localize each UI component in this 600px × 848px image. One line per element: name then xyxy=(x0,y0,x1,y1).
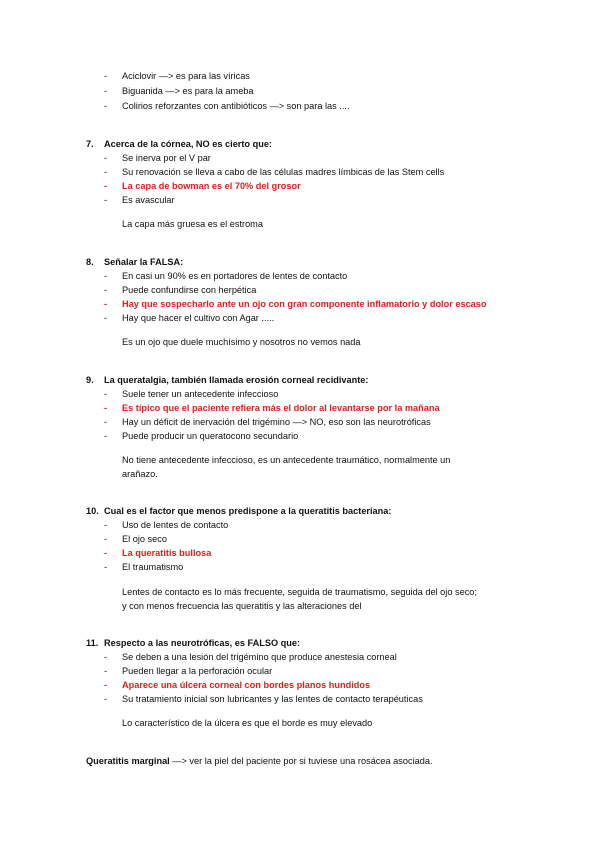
explanation-note: No tiene antecedente infeccioso, es un antecedente traumático, normalmente un xyxy=(122,455,451,465)
question-number: 8. xyxy=(86,257,94,267)
explanation-note: y con menos frecuencia las queratitis y las alteraciones del xyxy=(122,601,362,611)
bullet-dash: - xyxy=(104,71,108,81)
bullet-dash: - xyxy=(104,562,108,572)
question-title: La queratalgia, también llamada erosión corneal recidivante: xyxy=(104,375,369,385)
option-item: Hay un déficit de inervación del trigémino —> NO, eso son las neurotróficas xyxy=(122,417,431,427)
bullet-dash: - xyxy=(104,431,108,441)
correct-option: Aparece una úlcera corneal con bordes planos hundidos xyxy=(122,680,371,690)
question-number: 7. xyxy=(86,139,94,149)
question-title: Respecto a las neurotróficas, es FALSO que: xyxy=(104,638,301,648)
option-item: Suele tener un antecedente infeccioso xyxy=(122,389,279,399)
option-item: Hay que hacer el cultivo con Agar ..... xyxy=(122,313,275,323)
correct-option: La queratitis bullosa xyxy=(122,548,212,558)
explanation-note: Es un ojo que duele muchísimo y nosotros no vemos nada xyxy=(122,337,361,347)
list-item: Aciclovir —> es para las víricas xyxy=(122,71,250,81)
question-title: Cual es el factor que menos predispone a la queratitis bacteriana: xyxy=(104,506,392,516)
question-title: Acerca de la córnea, NO es cierto que: xyxy=(104,139,272,149)
option-item: Puede producir un queratocono secundario xyxy=(122,431,299,441)
question-number: 9. xyxy=(86,375,94,385)
option-item: El traumatismo xyxy=(122,562,184,572)
bullet-dash: - xyxy=(104,195,108,205)
explanation-note: arañazo. xyxy=(122,469,158,479)
bullet-dash: - xyxy=(104,666,108,676)
option-item: Su renovación se lleva a cabo de las células madres límbicas de las Stem cells xyxy=(122,167,445,177)
correct-option: Es típico que el paciente refiera más el dolor al levantarse por la mañana xyxy=(122,403,440,413)
bullet-dash: - xyxy=(104,153,108,163)
option-item: Pueden llegar a la perforación ocular xyxy=(122,666,273,676)
bullet-dash: - xyxy=(104,417,108,427)
list-item: Biguanida —> es para la ameba xyxy=(122,86,254,96)
explanation-note: Lentes de contacto es lo más frecuente, seguida de traumatismo, seguida del ojo seco; xyxy=(122,587,477,597)
option-item: Puede confundirse con herpética xyxy=(122,285,257,295)
bullet-dash: - xyxy=(104,299,108,309)
bullet-dash: - xyxy=(104,101,108,111)
bullet-dash: - xyxy=(104,389,108,399)
bullet-dash: - xyxy=(104,548,108,558)
option-item: Se deben a una lesión del trigémino que produce anestesia corneal xyxy=(122,652,397,662)
bullet-dash: - xyxy=(104,652,108,662)
question-number: 10. xyxy=(86,506,99,516)
option-item: Se inerva por el V par xyxy=(122,153,211,163)
bullet-dash: - xyxy=(104,694,108,704)
bullet-dash: - xyxy=(104,680,108,690)
bullet-dash: - xyxy=(104,86,108,96)
bullet-dash: - xyxy=(104,271,108,281)
explanation-note: Lo característico de la úlcera es que el borde es muy elevado xyxy=(122,718,373,728)
final-remark xyxy=(86,755,433,767)
bullet-dash: - xyxy=(104,167,108,177)
explanation-note: La capa más gruesa es el estroma xyxy=(122,219,263,229)
bullet-dash: - xyxy=(104,403,108,413)
question-title: Señalar la FALSA: xyxy=(104,257,184,267)
final-text: —> ver la piel del paciente por si tuviese una rosácea asociada. xyxy=(169,756,433,766)
correct-option: Hay que sospecharlo ante un ojo con gran componente inflamatorio y dolor escaso xyxy=(122,299,487,309)
bullet-dash: - xyxy=(104,534,108,544)
bullet-dash: - xyxy=(104,181,108,191)
option-item: Es avascular xyxy=(122,195,175,205)
question-number: 11. xyxy=(86,638,99,648)
option-item: Uso de lentes de contacto xyxy=(122,520,229,530)
list-item: Colirios reforzantes con antibióticos —> son para las .... xyxy=(122,101,350,111)
bullet-dash: - xyxy=(104,313,108,323)
option-item: El ojo seco xyxy=(122,534,167,544)
final-term: Queratitis marginal xyxy=(86,756,170,766)
option-item: Su tratamiento inicial son lubricantes y las lentes de contacto terapéuticas xyxy=(122,694,423,704)
correct-option: La capa de bowman es el 70% del grosor xyxy=(122,181,301,191)
bullet-dash: - xyxy=(104,285,108,295)
option-item: En casi un 90% es en portadores de lentes de contacto xyxy=(122,271,348,281)
bullet-dash: - xyxy=(104,520,108,530)
